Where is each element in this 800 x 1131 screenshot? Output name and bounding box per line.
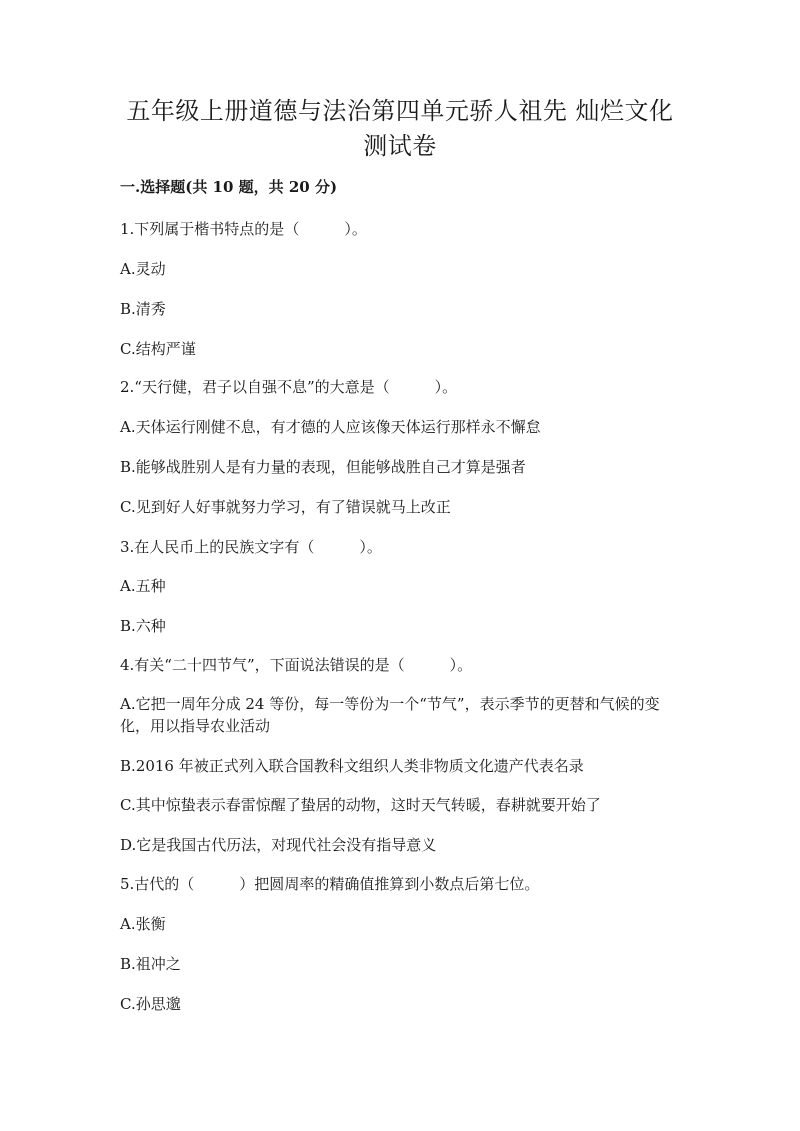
question-5-option-c: C.孙思邈: [120, 995, 181, 1013]
question-stem-3: 3.在人民币上的民族文字有（ ）。: [120, 538, 382, 556]
question-1-option-c: C.结构严谨: [120, 340, 196, 358]
question-stem-5: 5.古代的（ ）把圆周率的精确值推算到小数点后第七位。: [120, 875, 540, 893]
question-2-option-c: C.见到好人好事就努力学习，有了错误就马上改正: [120, 498, 451, 516]
question-4-option-d: D.它是我国古代历法，对现代社会没有指导意义: [120, 836, 437, 854]
question-stem-2: 2.“天行健，君子以自强不息”的大意是（ ）。: [120, 378, 458, 396]
question-4-option-a: A.它把一周年分成 24 等份，每一等份为一个“节气”，表示季节的更替和气候的变化，用以指导农业活动: [120, 695, 660, 735]
question-1-option-b: B.清秀: [120, 300, 166, 318]
page-title: 五年级上册道德与法治第四单元骄人祖先 灿烂文化: [126, 97, 674, 125]
question-3-option-a: A.五种: [120, 577, 166, 595]
question-3-option-b: B.六种: [120, 617, 166, 635]
question-stem-4: 4.有关“二十四节气”，下面说法错误的是（ ）。: [120, 656, 473, 674]
page-title-continued: 测试卷: [363, 132, 437, 160]
question-2-option-b: B.能够战胜别人是有力量的表现，但能够战胜自己才算是强者: [120, 458, 526, 476]
question-1-option-a: A.灵动: [120, 260, 166, 278]
section-heading: 一.选择题(共 10 题，共 20 分): [120, 178, 338, 196]
question-4-option-c: C.其中惊蛰表示春雷惊醒了蛰居的动物，这时天气转暖，春耕就要开始了: [120, 796, 601, 814]
question-5-option-b: B.祖冲之: [120, 955, 181, 973]
question-4-option-b: B.2016 年被正式列入联合国教科文组织人类非物质文化遗产代表名录: [120, 757, 584, 775]
question-2-option-a: A.天体运行刚健不息，有才德的人应该像天体运行那样永不懈怠: [120, 418, 541, 436]
question-stem-1: 1.下列属于楷书特点的是（ ）。: [120, 220, 367, 238]
question-5-option-a: A.张衡: [120, 915, 166, 933]
